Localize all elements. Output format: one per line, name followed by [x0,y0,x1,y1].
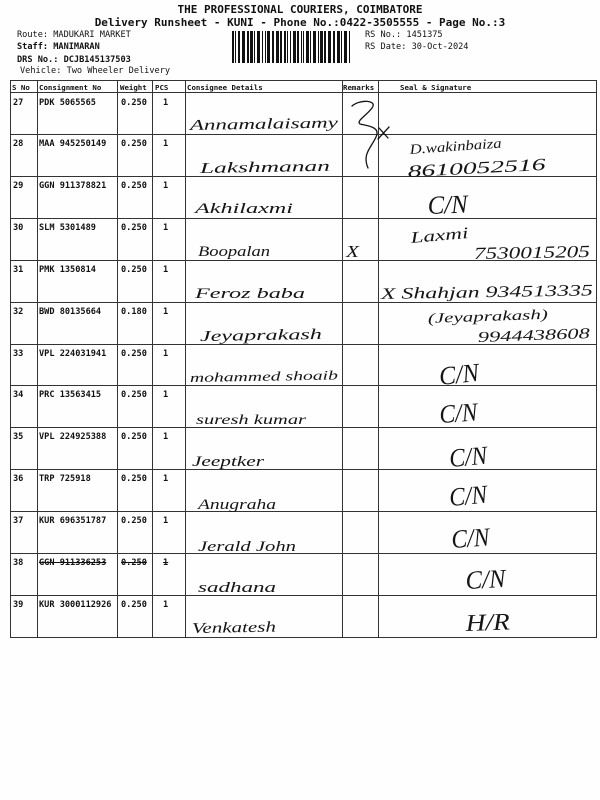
consignee-handwriting: Jerald John [198,539,296,555]
table-row [10,345,597,387]
barcode-graphic [232,31,353,63]
consignee-handwriting: suresh kumar [196,413,307,428]
barcode [232,31,353,63]
barcode-bar [290,31,291,63]
barcode-bar [313,31,316,63]
barcode-bar [276,31,279,63]
serial-number-cell: 32 [13,306,24,317]
column-divider [10,80,11,638]
consignee-handwriting: Feroz baba [193,286,305,302]
barcode-bar [267,31,270,63]
table-header [10,80,597,93]
column-divider [342,80,343,638]
pieces-cell: 1 [163,432,169,443]
signature-handwriting: 7530015205 [473,242,560,263]
drs-number: DRS No.: DCJB145137503 [17,55,131,65]
barcode-bar [320,31,323,63]
consignment-number-cell: GGN 911378821 [39,181,107,192]
barcode-bar [250,31,253,63]
column-divider [117,80,118,638]
table-row [10,261,597,303]
weight-cell: 0.250 [121,390,147,401]
rs-number: RS No.: 1451375 [365,30,443,40]
weight-cell: 0.250 [121,432,147,443]
consignment-number-cell: TRP 725918 [39,474,91,485]
weight-cell: 0.250 [121,181,147,192]
barcode-bar [297,31,299,63]
barcode-bar [257,31,260,63]
serial-number-cell: 35 [13,432,24,443]
pieces-cell: 1 [163,516,169,526]
route-label: Route: MADUKARI MARKET [17,30,131,40]
column-header-remarks: Remarks [343,83,375,92]
pieces-cell: 1 [163,474,169,485]
column-header-weight: Weight [120,83,147,92]
consignment-number-cell: KUR 696351787 [39,516,107,526]
signature-handwriting: 8610052516 [407,157,494,181]
column-divider [152,80,153,638]
barcode-bar [310,31,311,63]
weight-cell: 0.180 [121,306,147,317]
table-row [10,219,597,261]
weight-cell: 0.250 [121,97,147,108]
pieces-cell: 1 [163,139,169,150]
table-row [10,177,597,219]
weight-cell: 0.250 [121,516,147,526]
table-row [10,94,597,136]
serial-number-cell: 31 [13,264,24,275]
barcode-bar [280,31,282,63]
signature-handwriting: C/N [447,440,493,473]
consignment-number-cell: MAA 945250149 [39,139,107,150]
serial-number-cell: 39 [13,599,24,610]
serial-number-cell: 30 [13,223,24,234]
serial-number-cell: 36 [13,474,24,485]
pieces-cell: 1 [163,223,169,234]
consignment-number-cell: SLM 5301489 [39,223,96,234]
table-row [10,428,597,470]
pieces-cell: 1 [163,557,169,568]
rs-date: RS Date: 30-Oct-2024 [365,42,469,52]
weight-cell: 0.250 [121,599,147,610]
company-name: THE PROFESSIONAL COURIERS, COIMBATORE [177,3,423,16]
barcode-bar [235,31,236,63]
consignee-handwriting: Jeyaprakash [199,327,276,345]
consignee-handwriting: sadhana [198,580,276,596]
serial-number-cell: 34 [13,390,24,401]
barcode-bar [341,31,342,63]
serial-number-cell: 33 [13,348,24,359]
barcode-bar [284,31,286,63]
barcode-bar [265,31,266,63]
pieces-cell: 1 [163,264,169,275]
column-header-pcs: PCS [155,83,169,92]
barcode-bar [303,31,304,63]
column-header-signature: Seal & Signature [400,83,472,92]
weight-cell: 0.250 [121,348,147,359]
signature-handwriting: C/N [438,397,483,429]
table-row [10,554,597,596]
signature-handwriting: C/N [450,522,495,554]
barcode-bar [262,31,263,63]
runsheet-title: Delivery Runsheet - KUNI - Phone No.:0422-3505555 - Page No.:3 [94,16,506,29]
barcode-bar [242,31,245,63]
consignment-number-cell: GGN 911336253 [39,557,107,568]
serial-number-cell: 27 [13,97,24,108]
pieces-cell: 1 [163,306,169,317]
column-header-sno: S No [12,83,30,92]
barcode-bar [301,31,302,63]
table-row [10,512,597,554]
barcode-bar [287,31,288,63]
barcode-bar [247,31,249,63]
consignee-handwriting: Anugraha [196,497,276,513]
column-divider [185,80,186,638]
signature-handwriting: X Shahjan 934513335 [380,283,524,303]
table-row [10,386,597,428]
consignee-handwriting: Annamalaisamy [189,116,287,134]
remarks-handwriting: X [344,242,360,261]
column-header-consignment: Consignment No [39,83,102,92]
consignment-number-cell: VPL 224925388 [39,432,107,443]
signature-handwriting: H/R [465,609,505,637]
consignee-handwriting: Akhilaxmi [193,201,293,217]
barcode-bar [349,31,350,63]
serial-number-cell: 37 [13,516,24,526]
table-row [10,135,597,177]
weight-cell: 0.250 [121,474,147,485]
table-row [10,596,597,638]
signature-handwriting: (Jeyaprakash) [427,309,509,327]
consignee-handwriting: mohammed shoaib [189,368,288,385]
column-divider [378,80,379,638]
table-row [10,303,597,345]
consignee-handwriting: Jeeptker [192,454,265,470]
weight-cell: 0.250 [121,223,147,234]
column-divider [37,80,38,638]
signature-handwriting: D.wakinbaiza [409,137,488,158]
barcode-bar [293,31,296,63]
pieces-cell: 1 [163,390,169,401]
signature-handwriting: C/N [447,479,493,512]
consignee-handwriting: Venkatesh [191,619,253,637]
consignment-number-cell: VPL 224031941 [39,348,107,359]
weight-cell: 0.250 [121,557,147,568]
weight-cell: 0.250 [121,139,147,150]
barcode-bar [337,31,340,63]
pieces-cell: 1 [163,181,169,192]
consignment-number-cell: KUR 3000112926 [39,599,112,610]
consignee-handwriting: Lakshmanan [199,159,277,177]
weight-cell: 0.250 [121,264,147,275]
barcode-bar [328,31,331,63]
consignee-handwriting: Boopalan [198,244,270,260]
barcode-bar [232,31,234,63]
serial-number-cell: 28 [13,139,24,150]
consignment-number-cell: BWD 80135664 [39,306,102,317]
consignment-number-cell: PDK 5065565 [39,97,96,108]
vehicle-label: Vehicle: Two Wheeler Delivery [20,66,171,76]
signature-handwriting: C/N [437,357,483,391]
barcode-bar [344,31,347,63]
barcode-bar [254,31,255,63]
signature-handwriting: C/N [464,563,509,595]
signature-handwriting: Laxmi [409,226,452,247]
signature-handwriting: C/N [427,189,471,220]
barcode-bar [333,31,335,63]
serial-number-cell: 38 [13,557,24,568]
signature-handwriting: 9944438608 [477,327,554,346]
barcode-bar [318,31,319,63]
barcode-bar [324,31,326,63]
pieces-cell: 1 [163,97,169,108]
barcode-bar [306,31,309,63]
pieces-cell: 1 [163,599,169,610]
consignment-number-cell: PRC 13563415 [39,390,102,401]
barcode-bar [238,31,240,63]
table-row [10,470,597,512]
consignment-number-cell: PMK 1350814 [39,264,96,275]
column-header-consignee: Consignee Details [187,83,263,92]
pieces-cell: 1 [163,348,169,359]
serial-number-cell: 29 [13,181,24,192]
column-divider [596,80,597,638]
barcode-bar [272,31,274,63]
staff-label: Staff: MANIMARAN [17,42,100,52]
